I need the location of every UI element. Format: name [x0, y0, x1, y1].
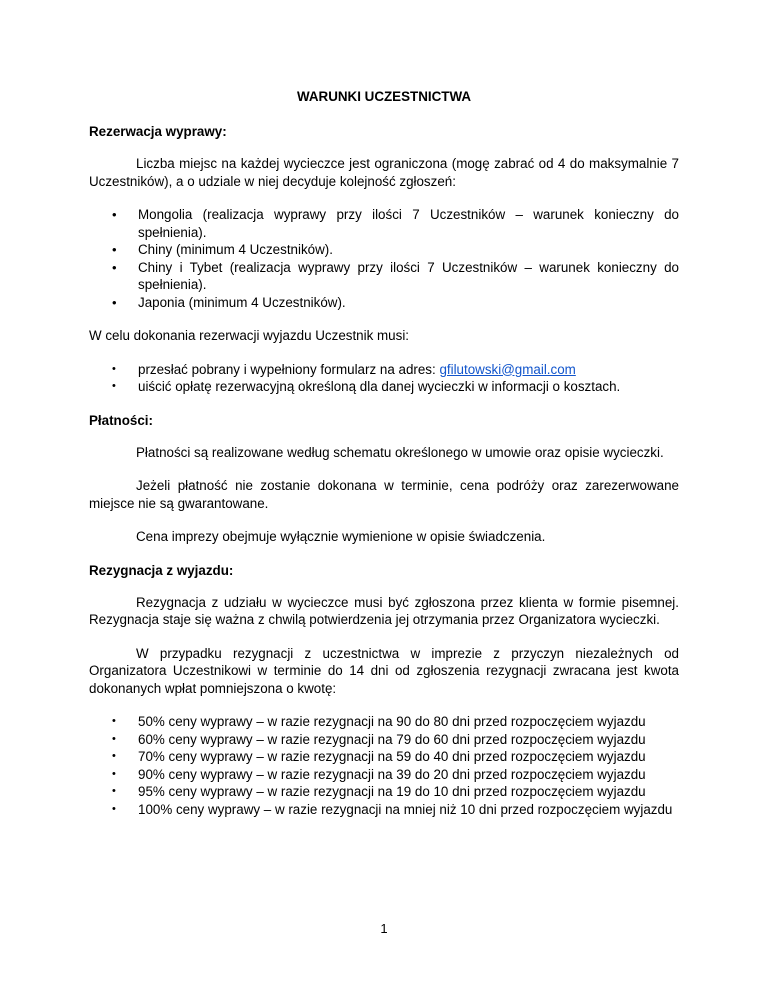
list-item: • 90% ceny wyprawy – w razie rezygnacji na 39 do 20 dni przed rozpoczęciem wyjazdu — [89, 766, 679, 784]
document-title: WARUNKI UCZESTNICTWA — [296, 89, 472, 104]
list-item: • Japonia (minimum 4 Uczestników). — [89, 294, 679, 312]
payments-paragraph-2: Jeżeli płatność nie zostanie dokonana w terminie, cena podróży oraz zarezerwowane miejsce nie są gwarantowane. — [89, 478, 679, 511]
list-item — [89, 361, 679, 379]
list-item: • Mongolia (realizacja wyprawy przy ilości 7 Uczestników – warunek konieczny do spełnienia). — [89, 206, 679, 241]
list-item: • 95% ceny wyprawy – w razie rezygnacji na 19 do 10 dni przed rozpoczęciem wyjazdu — [89, 783, 679, 801]
page-number: 1 — [380, 921, 388, 936]
list-item: • Chiny (minimum 4 Uczestników). — [89, 241, 679, 259]
step-text: przesłać pobrany i wypełniony formularz na adres: — [138, 361, 440, 377]
refunds-list — [89, 713, 679, 818]
payments-paragraph-1: Płatności są realizowane według schematu określonego w umowie oraz opisie wycieczki. — [136, 444, 664, 460]
section-heading-payments: Płatności: — [89, 412, 153, 428]
section-heading-resignation: Rezygnacja z wyjazdu: — [89, 562, 234, 578]
section-heading-reservation: Rezerwacja wyprawy: — [89, 124, 227, 139]
list-item: • 60% ceny wyprawy – w razie rezygnacji na 79 do 60 dni przed rozpoczęciem wyjazdu — [89, 731, 679, 749]
list-item: • 70% ceny wyprawy – w razie rezygnacji na 59 do 40 dni przed rozpoczęciem wyjazdu — [89, 748, 679, 766]
resignation-paragraph-1: Rezygnacja z udziału w wycieczce musi być zgłoszona przez klienta w formie pisemnej. Rezygnacja staje się ważna z chwilą potwierdzenia jej otrzymania przez Organizatora wycieczki. — [89, 594, 679, 627]
reservation-intro: Liczba miejsc na każdej wycieczce jest ograniczona (mogę zabrać od 4 do maksymalnie 7 Uczestników), a o udziale w niej decyduje kolejność zgłoszeń: — [89, 156, 679, 189]
payments-paragraph-3: Cena imprezy obejmuje wyłącznie wymienione w opisie świadczenia. — [136, 529, 546, 544]
destinations-list — [89, 206, 679, 311]
list-item: • 100% ceny wyprawy – w razie rezygnacji na mniej niż 10 dni przed rozpoczęciem wyjazdu — [89, 801, 679, 819]
email-link[interactable]: gfilutowski@gmail.com — [439, 361, 576, 377]
reservation-steps-intro: W celu dokonania rezerwacji wyjazdu Uczestnik musi: — [89, 328, 410, 343]
reservation-steps-list — [89, 361, 679, 396]
list-item: • 50% ceny wyprawy – w razie rezygnacji na 90 do 80 dni przed rozpoczęciem wyjazdu — [89, 713, 679, 731]
list-item: • Chiny i Tybet (realizacja wyprawy przy ilości 7 Uczestników – warunek konieczny do spełnienia). — [89, 259, 679, 294]
document-body — [89, 88, 679, 818]
resignation-paragraph-2: W przypadku rezygnacji z uczestnictwa w imprezie z przyczyn niezależnych od Organizatora Uczestnikowi w terminie do 14 dni od zgłoszenia rezygnacji zwracana jest kwota dokonanych wpłat pomniejszona o kwotę: — [89, 645, 679, 696]
list-item: • uiścić opłatę rezerwacyjną określoną dla danej wycieczki w informacji o kosztach. — [89, 378, 679, 396]
